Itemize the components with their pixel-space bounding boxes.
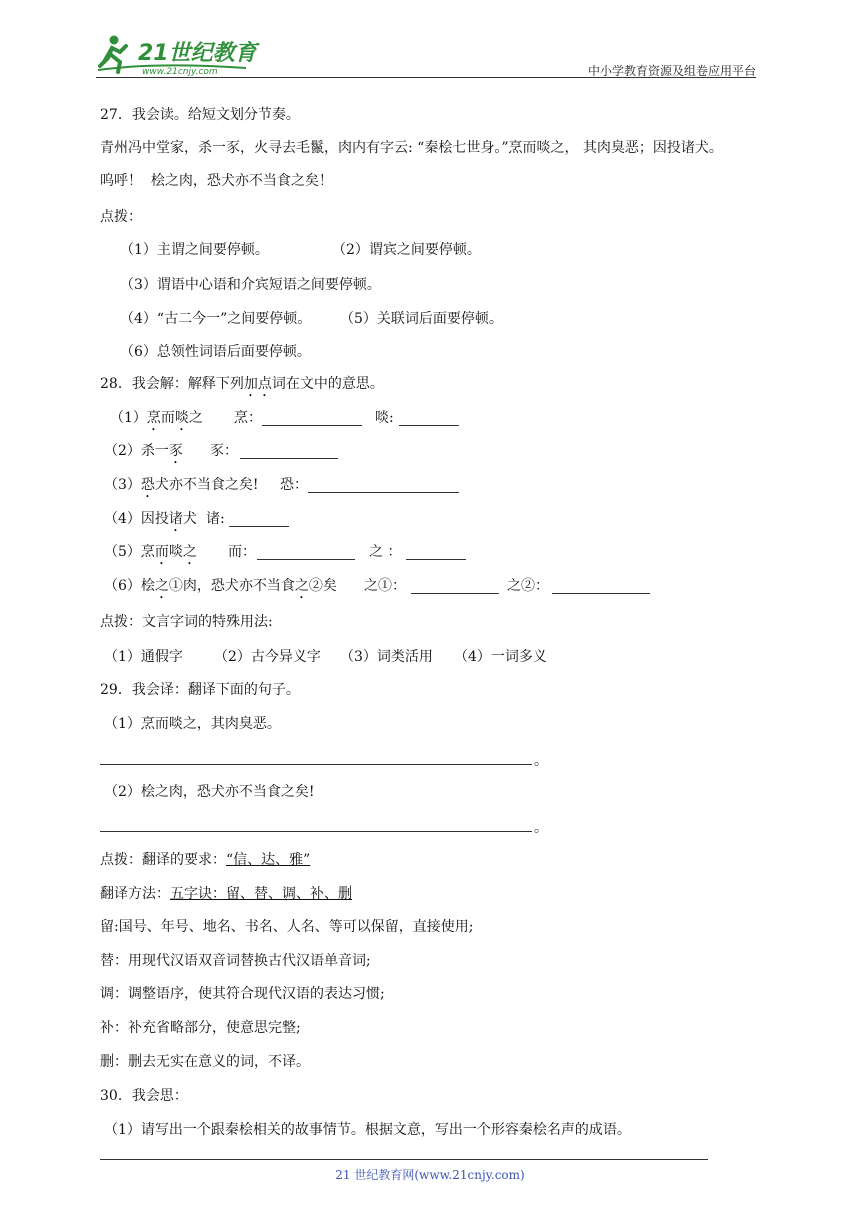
answer-line[interactable] [100, 831, 532, 832]
answer-blank[interactable] [308, 478, 459, 493]
header-platform-text: 中小学教育资源及组卷应用平台 [587, 64, 756, 78]
footer-rule [100, 1159, 708, 1160]
q29-sentence-2: （2）桧之肉，恐犬亦不当食之矣! [104, 784, 315, 800]
q28-usage-3: （3）词类活用 [340, 649, 433, 665]
q27-hint-5: （5）关联词后面要停顿。 [340, 311, 503, 327]
q29-sentence-1: （1）烹而啖之，其肉臭恶。 [104, 716, 281, 732]
q27-hint-2: （2）谓宾之间要停顿。 [332, 242, 481, 258]
q28-item-3: （3）恐犬亦不当食之矣! [104, 477, 259, 493]
q29-hint: 点拨：翻译的要求：“信、达、雅” [100, 852, 311, 868]
q28-usage-4: （4）一词多义 [454, 649, 547, 665]
q27-hint-1: （1）主谓之间要停顿。 [120, 242, 269, 258]
q28-hint: 点拨：文言字词的特殊用法: [100, 614, 273, 630]
q27-passage-line1: 青州冯中堂家，杀一豕，火寻去毛鬣，肉内有字云: “秦桧七世身。”烹而啖之， 其肉臭恶；因投诸犬。 [100, 140, 723, 156]
answer-period: 。 [534, 753, 548, 769]
svg-text:21世纪教育: 21世纪教育 [138, 41, 257, 66]
answer-blank[interactable] [229, 512, 289, 527]
q27-hint-4: （4）“古二今一”之间要停顿。 [120, 311, 312, 327]
q28-item-6-label1: 之①： [364, 578, 406, 594]
answer-blank[interactable] [257, 545, 355, 560]
header-rule [96, 77, 756, 78]
q28-item-6: （6）桧之①肉，恐犬亦不当食之②矣 [104, 578, 337, 594]
answer-line[interactable] [100, 764, 532, 765]
footer-text: 21 世纪教育网(www.21cnjy.com) [335, 1168, 525, 1182]
q29-method: 翻译方法：五字诀：留、替、调、补、删 [100, 886, 352, 902]
svg-text:www.21cnjy.com: www.21cnjy.com [142, 67, 218, 76]
logo-runner-icon [96, 32, 266, 76]
q28-usage-1: （1）通假字 [104, 649, 183, 665]
q28-item-4: （4）因投诸犬 [104, 511, 197, 527]
q30-sentence-1: （1）请写出一个跟秦桧相关的故事情节。根据文意，写出一个形容秦桧名声的成语。 [104, 1122, 631, 1138]
answer-period: 。 [534, 820, 548, 836]
q28-item-1-label2: 啖: [375, 410, 399, 426]
q28-item-3-label: 恐： [280, 477, 308, 493]
q27-hint-6: （6）总领性词语后面要停顿。 [120, 344, 311, 360]
q29-title: 29．我会译：翻译下面的句子。 [100, 682, 300, 698]
q28-item-1: （1）烹而啖之 [110, 410, 203, 426]
q27-hint-3: （3）谓语中心语和介宾短语之间要停顿。 [120, 277, 381, 293]
q27-title: 27．我会读。给短文划分节奏。 [100, 107, 300, 123]
q27-hint-label: 点拨： [100, 209, 142, 225]
page-header [96, 28, 756, 78]
q27-passage-line2: 呜呼！ 桧之肉，恐犬亦不当食之矣！ [100, 173, 333, 189]
answer-blank[interactable] [552, 579, 650, 594]
answer-blank[interactable] [406, 545, 466, 560]
q29-rule-3: 调：调整语序，使其符合现代汉语的表达习惯; [100, 986, 385, 1002]
site-logo [96, 32, 266, 76]
q29-rule-1: 留:国号、年号、地名、书名、人名、等可以保留，直接使用; [100, 919, 474, 935]
answer-blank[interactable] [240, 444, 338, 459]
q29-rule-2: 替：用现代汉语双音词替换古代汉语单音词; [100, 953, 371, 969]
q28-item-4-label: 诸: [206, 511, 230, 527]
answer-blank[interactable] [411, 579, 499, 594]
answer-blank[interactable] [262, 411, 362, 426]
q28-item-6-label2: 之②： [507, 578, 549, 594]
q28-item-1-label1: 烹： [234, 410, 262, 426]
q28-item-2: （2）杀一豕 [104, 443, 183, 459]
q28-usage-2: （2）古今异义字 [214, 649, 321, 665]
q28-title: 28．我会解：解释下列加点词在文中的意思。 [100, 376, 384, 392]
q28-item-5-label1: 而： [228, 544, 256, 560]
answer-blank[interactable] [399, 411, 459, 426]
q29-rule-5: 删：删去无实在意义的词，不译。 [100, 1054, 310, 1070]
q28-item-5-label2: 之 ： [369, 544, 402, 560]
q30-title: 30．我会思： [100, 1088, 188, 1104]
q29-rule-4: 补：补充省略部分，使意思完整; [100, 1020, 301, 1036]
q28-item-5: （5）烹而啖之 [104, 544, 197, 560]
q28-item-2-label: 豕： [210, 443, 238, 459]
